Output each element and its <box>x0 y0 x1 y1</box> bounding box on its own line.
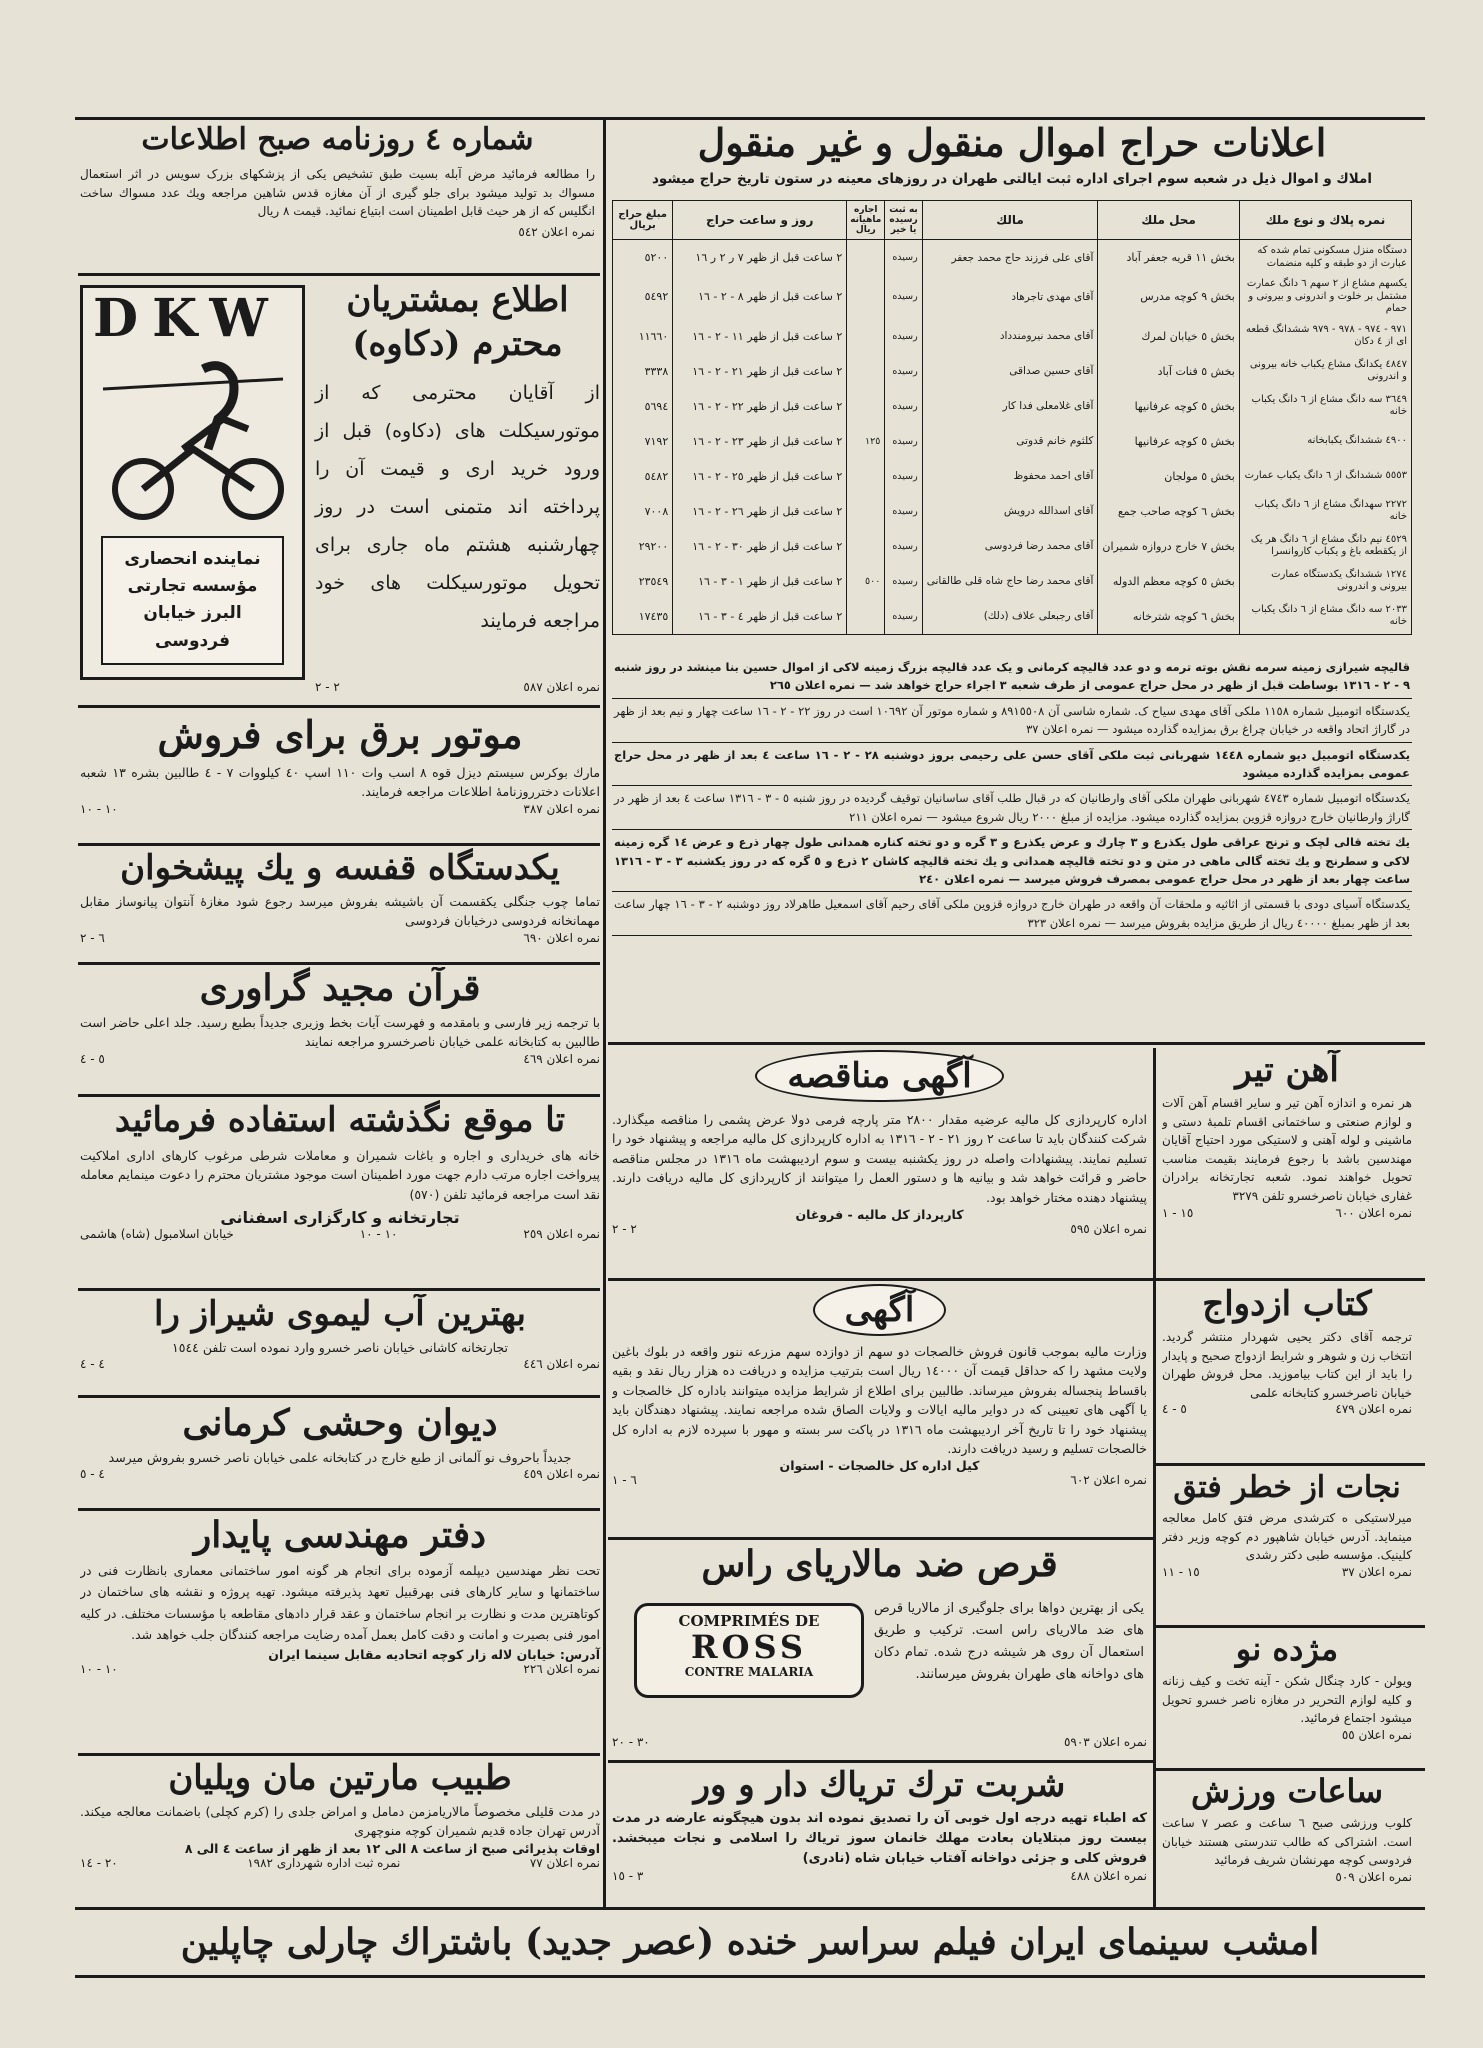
column-rule-right <box>1153 1048 1156 1908</box>
auction-cell: ٢٣٥٤٩ <box>613 564 673 599</box>
auction-col-header: مبلغ حراج بریال <box>613 201 673 240</box>
auction-cell: ٢٩٢٠٠ <box>613 529 673 564</box>
tender-body: اداره کارپردازی کل مالیه عرضیه مقدار ٢٨٠٠ متر پارچه فرمی دولا عرض پشمی را مناقصه میگذارد. شرکت کنندگان باید تا ساعت ٢ روز ٢١ - ٢ - ١٣١٦ به اداره کارپردازی کل مالیه مراجعه و پیشنهاد خود را تسلیم نمایند. پیشنهادات واصله در روز یکشنبه بیست و سوم اردیبهشت ماه ١٣١٦ در مجلس مناقصه حاضر و قرائت خواهد شد و بیانیه ها و دستور العمل را میتوانند از کارپردازی کل مالیه دریافت دارند. پیشنهاد دهنده مختار خواهد بود. <box>612 1112 1147 1205</box>
auction-cell: رسیده <box>885 529 922 564</box>
notice-sign: کیل اداره کل خالصجات - استوان <box>779 1458 980 1474</box>
auction-cell: ٤٩٠٠ ششدانگ یکبابخانه <box>1239 424 1411 459</box>
auction-cell: رسیده <box>885 599 922 635</box>
auction-cell <box>847 319 885 354</box>
iron-code: ١٥ - ١ <box>1162 1205 1194 1220</box>
auction-cell: ٢ ساعت قبل از ظهر ٢٥ - ٢ - ١٦ <box>673 459 847 494</box>
auction-cell <box>847 240 885 276</box>
auction-col-header: محل ملك <box>1098 201 1239 240</box>
divider <box>75 1907 1425 1910</box>
mozhdeh-num: نمره اعلان ٥٥ <box>1341 1727 1412 1742</box>
auction-table-wrap <box>612 200 1412 655</box>
auction-note: یکدستگاه آسیای دودی با قسمتی از اثاثیه و ملحقات آن واقعه در طهران خارج دروازه قزوین ملکی آقای رحیم آقای اسمعیل طاهرلاد روز دوشنبه ٢ - ٣ - ١٦ چهار ساعت بعد از ظهر بمبلغ ٤٠٠٠٠ ریال از طریق مزایده بفروش میرسد — نمره اعلان ٣٢٣ <box>612 892 1412 936</box>
mozhdeh-body: ویولن - کارد چنگال شکن - آینه تخت و کیف زنانه و کلیه لوازم التحریر در مغازه ناصر خسرو تحویل میشود اجتماع فرمائید. <box>1162 1674 1412 1726</box>
dkw-logo-box <box>80 285 305 680</box>
notice-num: نمره اعلان ٦٠٢ <box>1070 1473 1147 1488</box>
kaveh-body: از آقایان محترمی که از موتورسیکلت های (دکاوه) قبل از ورود خرید اری و قیمت آن را پرداخته اند متمنی است در روز چهارشنبه هشتم ماه جاری برای تحویل موتورسیکلت های خود مراجعه فرمایند <box>315 382 600 632</box>
auction-cell: ٢ ساعت قبل از ظهر ٧ ر ٢ ر ١٦ <box>673 240 847 276</box>
notice-body: وزارت مالیه بموجب قانون فروش خالصجات دو سهم از دوازده سهم مزرعه ننور واقعه در بلوك باغین ولایت مشهد را که حداقل قیمت آن ١٤٠٠٠ ریال است بترتیب مزایده و دریافت ده هزار ریال نقد و بقیه باقساط پنجساله بفروش میرساند. طالبین برای اطلاع از شرایط مزایده میتوانند باداره کل خالصجات و یا آگهی های تعیینی که در دوایر مالیه ایالات و ولایات الصاق شده مراجعه نمایند. پیشنهاد دهندگان باید پیشنهاد خود را تا تاریخ آخر اردیبهشت ماه ١٣١٦ در پاکت سر بسته و مهور با سپرده لازم به اداره کل خالصجات تسلیم و رسید دریافت دارند. <box>612 1344 1147 1456</box>
motor-ad <box>80 712 600 842</box>
header-notice-title: شماره ٤ روزنامه صبح اطلاعات <box>141 122 534 157</box>
doctor-code: ٢٠ - ١٤ <box>80 1855 118 1870</box>
iron-body: هر نمره و اندازه آهن تیر و سایر اقسام آهن آلات و لوازم صنعتی و ساختمانی اقسام تلمبهٔ دستی و ماشینی و لوله آهنی و لاستیکی مورد احتیاج آقایان مهندسین باشد با رجوع فرمایند بقیمت مناسب تحویل خواهند نمود. شعبه تجارتخانه برادران غفاری خیابان ناصرخسرو تلفن ٣٢٧٩ <box>1162 1096 1412 1203</box>
tender-ad <box>612 1050 1147 1275</box>
auction-row <box>613 275 1412 319</box>
auction-cell: ١١٦٦٠ <box>613 319 673 354</box>
auction-cell: ٢ ساعت قبل از ظهر ١ - ٣ - ١٦ <box>673 564 847 599</box>
tender-num: نمره اعلان ٥٩٥ <box>1070 1221 1147 1236</box>
auction-cell: رسیده <box>885 319 922 354</box>
auction-cell: ٣٦٤٩ سه دانگ مشاع از ٦ دانگ یکباب خانه <box>1239 389 1411 424</box>
auction-col-header: مالك <box>922 201 1098 240</box>
auction-cell: ٥٥٥٣ ششدانگ از ٦ دانگ یکباب عمارت <box>1239 459 1411 494</box>
iron-ad <box>1162 1050 1412 1275</box>
sport-title: ساعات ورزش <box>1190 1772 1384 1810</box>
auction-col-header: به ثبت رسیده یا خیر <box>885 201 922 240</box>
divider <box>75 1975 1425 1978</box>
tender-sign: کارپرداز کل مالیه - فروغان <box>795 1206 964 1222</box>
lemon-body: تجارتخانه کاشانی خیابان ناصر خسرو وارد نموده است تلفن ١٥٤٤ <box>172 1340 508 1355</box>
auction-cell: ٥٤٨٢ <box>613 459 673 494</box>
eng-address: آدرس: خیابان لاله زار کوچه اتحادیه مقابل سینما ایران <box>268 1647 600 1662</box>
auction-cell: آقای احمد محفوظ <box>922 459 1098 494</box>
divan-num: نمره اعلان ٤٥٩ <box>523 1467 600 1482</box>
auction-cell: آقای غلامعلی فدا کار <box>922 389 1098 424</box>
auction-cell: بخش ٥ کوچه معظم الدوله <box>1098 564 1239 599</box>
auction-cell <box>847 494 885 529</box>
motorcycle-rider-icon <box>83 349 302 524</box>
doctor-reg: نمره ثبت اداره شهرداری ١٩٨٢ <box>247 1855 401 1870</box>
marriage-body: ترجمه آقای دکتر یحیی شهردار منتشر گردید. انتخاب زن و شوهر و شرایط ازدواج صحیح و پایدار را باید از این کتاب بیاموزید. محل فروش طهران خیابان ناصرخسرو کتابخانه علمی <box>1162 1330 1412 1400</box>
auction-cell <box>847 529 885 564</box>
eng-num: نمره اعلان ٢٢٦ <box>523 1662 600 1676</box>
cage-body: تماما چوب جنگلی یکقسمت آن باشیشه بفروش میرسد رجوع شود مغازهٔ آنتوان پیانوساز مقابل مهمانخانه فردوسی درخیابان فردوسی <box>80 894 600 929</box>
doctor-hours: اوقات پذیرائی صبح از ساعت ٨ الی ١٢ بعد از ظهر از ساعت ٤ الی ٨ <box>184 1840 600 1856</box>
notice-title: آگهی <box>813 1284 947 1336</box>
auction-cell <box>847 459 885 494</box>
doctor-num: نمره اعلان ٧٧ <box>529 1855 600 1870</box>
auction-cell: بخش ٥ مولجان <box>1098 459 1239 494</box>
auction-cell <box>847 389 885 424</box>
divider <box>78 1288 600 1291</box>
engineering-ad <box>80 1514 600 1749</box>
auction-cell: ٢ ساعت قبل از ظهر ٤ - ٣ - ١٦ <box>673 599 847 635</box>
auction-subtitle: املاك و اموال ذیل در شعبه سوم اجرای اداره ثبت ایالتی طهران در روزهای معینه در ستون تاریخ حراج میشود <box>651 171 1373 187</box>
divider <box>1156 1278 1425 1281</box>
malaria-body: یکی از بهترین دواها برای جلوگیری از مالاریا قرص های ضد مالاریای راس است. ترکیب و طریق استعمال آن روی هر شیشه درج شده. تمام دکان های دواخانه های طهران بفروش میرسانند. <box>874 1601 1144 1683</box>
auction-cell: ٥٢٠٠ <box>613 240 673 276</box>
auction-cell: بخش ٥ کوچه عرفانیها <box>1098 424 1239 459</box>
tender-title: آگهی مناقصه <box>755 1050 1003 1102</box>
auction-col-header: روز و ساعت حراج <box>673 201 847 240</box>
auction-cell: بخش ١١ قریه جعفر آباد <box>1098 240 1239 276</box>
motor-title: موتور برق برای فروش <box>157 712 523 757</box>
auction-row <box>613 354 1412 389</box>
divider <box>608 1042 1425 1045</box>
ross-pill-box <box>634 1603 864 1698</box>
auction-note: یکدستگاه اتومبیل شماره ٤٧٤٣ شهربانی طهران ملکی آقای وارطانیان که در قبال طلب آقای ساسانیان توقیف گردیده در روز شنبه ٥ - ٣ - ١٣١٦ ساعت ٤ بعد از ظهر در گاراژ وارطانیان خارج دروازه قزوین بمزایده گذارده میشود. مزایده از مبلغ ٢٠٠٠ ریال شروع میشود — نمره اعلان ٢١١ <box>612 786 1412 830</box>
auction-cell: ١٢٥ <box>847 424 885 459</box>
auction-cell <box>847 599 885 635</box>
auction-cell: رسیده <box>885 459 922 494</box>
auction-cell: آقای حسین صداقی <box>922 354 1098 389</box>
divan-body: جدیداً باحروف نو آلمانی از طبع خارج در کتابخانه علمی خیابان ناصر خسرو بفروش میرسد <box>108 1450 572 1465</box>
auction-cell: ٥٠٠ <box>847 564 885 599</box>
divan-code: ٤ - ٥ <box>80 1467 105 1482</box>
cinema-banner: امشب سینمای ایران فیلم سراسر خنده (عصر جدید) باشتراك چارلی چاپلین <box>180 1921 1320 1963</box>
cage-code: ٦ - ٢ <box>80 930 105 945</box>
auction-row <box>613 494 1412 529</box>
land-body: خانه های خریداری و اجاره و باغات شمیران و معاملات شرطی مرغوب کارهای اداری املاکیت پیرواخت اجاره مرتب دارم جهت مورد اطمینان است موجود مشتریان محترم را دعوت مینمایم معامله نقد است مراجعه فرمائید تلفن (٥٧٠) <box>80 1148 600 1202</box>
auction-notes <box>612 655 1412 1040</box>
cage-ad <box>80 848 600 960</box>
auction-table <box>612 200 1412 635</box>
divider <box>608 1278 1155 1281</box>
auction-cell <box>847 354 885 389</box>
marriage-num: نمره اعلان ٤٧٩ <box>1335 1402 1412 1417</box>
divider <box>78 962 600 965</box>
auction-cell: آقای محمد رضا حاج شاه قلی طالقانی <box>922 564 1098 599</box>
kaveh-title-2: محترم (دکاوه) <box>352 324 563 364</box>
auction-cell: آقای محمد رضا فردوسی <box>922 529 1098 564</box>
marriage-ad <box>1162 1284 1412 1464</box>
divider <box>608 1537 1155 1540</box>
marriage-title: کتاب ازدواج <box>1202 1284 1372 1324</box>
auction-cell: کلثوم خانم قدوتی <box>922 424 1098 459</box>
auction-cell: رسیده <box>885 494 922 529</box>
malaria-ad <box>612 1543 1147 1758</box>
auction-note: یکدستگاه اتومبیل دیو شماره ١٤٤٨ شهربانی ثبت ملکی آقای حسن علی رحیمی بروز دوشنبه ٢٨ - ٢ - ١٦ ساعت ٤ بعد از ظهر در محل حراج عمومی بمزایده گذارده میشود <box>612 743 1412 787</box>
quran-code: ٥ - ٤ <box>80 1051 105 1066</box>
column-rule-center <box>603 117 606 1907</box>
fatgh-body: میرلاستیکی ه کترشدی مرض فتق کامل معالجه مینماید. آدرس خیابان شاهپور دم کوچه وزیر دفتر کلینیک. مؤسسه طبی دکتر رشدی <box>1162 1511 1412 1563</box>
auction-cell: ١٧٤٣٥ <box>613 599 673 635</box>
auction-cell: بخش ٦ کوچه شترخانه <box>1098 599 1239 635</box>
divider <box>78 1094 600 1097</box>
auction-cell: ٤٥٢٩ نیم دانگ مشاع از ٦ دانگ هر یک از یکقطعه باغ و یکباب کاروانسرا <box>1239 529 1411 564</box>
syrup-code: ٣ - ١٥ <box>612 1869 644 1884</box>
auction-cell: بخش ٩ کوچه مدرس <box>1098 275 1239 319</box>
quran-body: با ترجمه زیر فارسی و بامقدمه و فهرست آیات بخط وزیری جدیداً بطبع رسید. جلد اعلی حاضر است طالبین به کتابخانه علمی خیابان ناصرخسرو مراجعه نمایند <box>80 1015 600 1050</box>
auction-cell: ٩٧١ - ٩٧٤ - ٩٧٨ - ٩٧٩ ششدانگ قطعه ای از ٤ دکان <box>1239 319 1411 354</box>
eng-body: تحت نظر مهندسین دیپلمه آزموده برای انجام هر گونه امور ساختمانی معماری بانظارت فنی در ساختمانها و سایر کارهای فنی بهرقبیل تعهد پذیرفته میشود. تهیه پروژه و نقشه های ساختمان در کوتاهترین مدت و نظارت بر انجام ساختمان و عقد قرار دادهای مقاطعه با مؤسسات مختلف. در کلیه امور فنی بصیرت و امانت و دقت کامل بعمل آمده رضایت مراجعه کنندگان جلب خواهد شد. <box>80 1563 600 1642</box>
syrup-num: نمره اعلان ٤٨٨ <box>1070 1869 1147 1884</box>
auction-cell: آقای مهدی تاجرهاد <box>922 275 1098 319</box>
auction-cell: ٢ ساعت قبل از ظهر ٢٣ - ٢ - ١٦ <box>673 424 847 459</box>
syrup-title: شربت ترك تریاك دار و ور <box>693 1765 1066 1805</box>
auction-note: قالیچه شیرازی زمینه سرمه نقش بوته ترمه و دو عدد قالیچه کرمانی و یک عدد قالیچه بزرگ زمینه لاکی از اموال حسین بنا مینشد در روز شنبه ٩ - ٢ - ١٣١٦ بوساطت قبل از ظهر در محل حراج عمومی از طرف شعبه ٣ اجراء حراج خواهد شد — نمره اعلان ٢٦٥ <box>612 655 1412 699</box>
auction-cell: بخش ٥ فنات آباد <box>1098 354 1239 389</box>
auction-cell: ٧٠٠٨ <box>613 494 673 529</box>
divider <box>78 843 600 846</box>
auction-row <box>613 319 1412 354</box>
auction-cell: ٢ ساعت قبل از ظهر ٨ - ٢ - ١٦ <box>673 275 847 319</box>
eng-title: دفتر مهندسی پایدار <box>193 1514 487 1556</box>
cage-title: یکدستگاه قفسه و یك پیشخوان <box>120 848 560 888</box>
auction-cell: ٢ ساعت قبل از ظهر ٢٢ - ٢ - ١٦ <box>673 389 847 424</box>
quran-title: قرآن مجید گراوری <box>199 967 481 1009</box>
land-ad <box>80 1100 600 1285</box>
ross-label-main: ROSS <box>691 1628 807 1666</box>
doctor-body: در مدت قلیلی مخصوصاً مالاریامزمن دمامل و امراض جلدی را (کرم کچلی) باضمانت معالجه میکند. آدرس تهران جاده قدیم شمیران کوچه منوچهری <box>80 1804 600 1839</box>
tender-code: ٢ - ٢ <box>612 1221 637 1236</box>
auction-note: یکدستگاه اتومبیل شماره ١١٥٨ ملکی آقای مهدی سیاح ک. شماره شاسی آن ٨٩١٥٥٠٨ و شماره موتور آن ١٠٦٩٢ است در روز ٢٢ - ٢ - ١٦ ساعت چهار و نیم بعد از ظهر در گاراژ اتحاد واقعه در خیابان چراغ برق بمزایده گذارده میشود — نمره اعلان ٣٧ <box>612 699 1412 743</box>
land-address: خیابان اسلامبول (شاه) هاشمی <box>80 1227 234 1242</box>
auction-header <box>612 120 1412 200</box>
quran-ad <box>80 967 600 1092</box>
lemon-title: بهترین آب لیموی شیراز را <box>154 1294 526 1334</box>
auction-title: اعلانات حراج اموال منقول و غیر منقول <box>697 120 1327 165</box>
header-notice <box>80 122 595 272</box>
motor-code: ١٠ - ١٠ <box>80 801 118 816</box>
auction-cell: ٥٤٩٢ <box>613 275 673 319</box>
auction-cell: رسیده <box>885 275 922 319</box>
auction-row <box>613 599 1412 635</box>
malaria-title: قرص ضد مالاریای راس <box>701 1543 1058 1585</box>
auction-cell: بخش ٦ کوچه صاحب جمع <box>1098 494 1239 529</box>
header-notice-num: نمره اعلان ٥٤٢ <box>518 224 595 239</box>
auction-cell: رسیده <box>885 389 922 424</box>
quran-num: نمره اعلان ٤٦٩ <box>523 1051 600 1066</box>
auction-cell: ٤٨٤٧ یکدانگ مشاع یکباب خانه بیرونی و اندرونی <box>1239 354 1411 389</box>
eng-code: ١٠ - ١٠ <box>80 1662 118 1676</box>
land-firm: تجارتخانه و کارگزاری اسفنانی <box>220 1208 460 1228</box>
divan-title: دیوان وحشی کرمانی <box>182 1402 498 1444</box>
divider <box>78 1508 600 1511</box>
divider <box>78 1753 600 1756</box>
fatgh-num: نمره اعلان ٣٧ <box>1341 1564 1412 1579</box>
lemon-num: نمره اعلان ٤٤٦ <box>523 1357 600 1372</box>
syrup-body: که اطباء تهیه درجه اول خوبی آن را تصدیق نموده اند بدون هیچگونه عارضه در مدت بیست روز مبتلایان بعادت مهلك خانمان سوز تریاك را اسلامی و نجات میبخشد. فروش کلی و جزئی دواخانه آفتاب خیابان شاه (نادری) <box>612 1811 1147 1867</box>
land-num: نمره اعلان ٢٥٩ <box>523 1227 600 1242</box>
malaria-num: نمره اعلان ٥٩٠٣ <box>1063 1735 1147 1749</box>
malaria-code: ٣٠ - ٢٠ <box>612 1735 650 1749</box>
kaveh-num: نمره اعلان ٥٨٧ <box>523 680 600 694</box>
auction-col-header: اجاره ماهیانه ریال <box>847 201 885 240</box>
auction-cell: ٢٠٣٣ سه دانگ مشاع از ٦ دانگ یکباب خانه <box>1239 599 1411 635</box>
kaveh-ad <box>80 280 600 705</box>
auction-cell: رسیده <box>885 240 922 276</box>
auction-row <box>613 424 1412 459</box>
lemon-code: ٤ - ٤ <box>80 1357 105 1372</box>
auction-cell: آقای محمد نیرومندداد <box>922 319 1098 354</box>
auction-cell: ٢ ساعت قبل از ظهر ٢١ - ٢ - ١٦ <box>673 354 847 389</box>
fatgh-code: ١٥ - ١١ <box>1162 1564 1200 1579</box>
auction-cell: یکسهم مشاع از ٢ سهم ٦ دانگ عمارت مشتمل بر خلوت و اندرونی و بیرونی و حمام <box>1239 275 1411 319</box>
auction-cell: ٢ ساعت قبل از ظهر ١١ - ٢ - ١٦ <box>673 319 847 354</box>
divider <box>78 1395 600 1398</box>
auction-note: یك تخته قالی لچک و ترنج عراقی طول یکذرع و ٣ چارك و عرض یکذرع و ٣ گره و دو تخته کناره همدانی طول چهار ذرع و عرض ١٤ گره زمینه لاکی و سطرنج و یك تخته گالی ماهی در متن و دو تخته قالیچه همدانی و یك تخته قالیچه کاشان ٢ ذرع و ٥ گره که در روز یکشنبه ٣ - ٣ - ١٣١٦ ساعت چهار بعد از ظهر در محل حراج عمومی بمصرف فروش میرسد — نمره اعلان ٢٤٠ <box>612 830 1412 892</box>
land-code: ١٠ - ١٠ <box>359 1227 398 1242</box>
auction-cell: دستگاه منزل مسکونی تمام شده که عبارت از دو طبقه و کلیه منضمات <box>1239 240 1411 276</box>
auction-cell: آقای رجبعلی علاف (دلك) <box>922 599 1098 635</box>
ross-label-top: COMPRIMÉS DE <box>678 1612 820 1630</box>
fatgh-title: نجات از خطر فتق <box>1173 1470 1401 1505</box>
divider <box>1156 1768 1425 1771</box>
auction-cell: آقای علی فرزند حاج محمد جعفر <box>922 240 1098 276</box>
kaveh-code: ٢ - ٢ <box>315 680 340 694</box>
mozhdeh-title: مژده نو <box>1235 1630 1339 1668</box>
kaveh-title-1: اطلاع بمشتریان <box>346 280 569 320</box>
auction-col-header: نمره پلاك و نوع ملك <box>1239 201 1411 240</box>
land-title: تا موقع نگذشته استفاده فرمائید <box>114 1100 566 1140</box>
syrup-ad <box>612 1765 1147 1905</box>
auction-cell: ٥٦٩٤ <box>613 389 673 424</box>
auction-cell: ٢ ساعت قبل از ظهر ٣٠ - ٢ - ١٦ <box>673 529 847 564</box>
dkw-agent-box: نماینده انحصاری مؤسسه تجارتی البرز خیابان فردوسی <box>101 536 284 665</box>
marriage-code: ٥ - ٤ <box>1162 1402 1187 1417</box>
sport-ad <box>1162 1772 1412 1907</box>
divider <box>1156 1463 1425 1466</box>
auction-cell: بخش ٥ کوچه عرفانیها <box>1098 389 1239 424</box>
auction-cell: ٢ ساعت قبل از ظهر ٢٦ - ٢ - ١٦ <box>673 494 847 529</box>
auction-row <box>613 564 1412 599</box>
lemon-ad <box>80 1294 600 1392</box>
auction-cell <box>847 275 885 319</box>
auction-cell: رسیده <box>885 564 922 599</box>
auction-cell: ١٢٧٤ ششدانگ یکدستگاه عمارت بیرونی و اندرونی <box>1239 564 1411 599</box>
divan-ad <box>80 1402 600 1502</box>
divider <box>78 273 600 276</box>
cage-num: نمره اعلان ٦٩٠ <box>523 930 600 945</box>
header-notice-body: را مطالعه فرمائید مرض آبله بسیت طبق تشخیص یکی از پزشکهای بزرک سویس در اثر استعمال مسواك بد تولید میشود برای جلو گیری از آن مغازه قدس شاهین مراجعه ویك عدد مسواك ساخت انگلیس که از هر حیث قابل اطمینان است ابتیاع نمائید. قیمت ۸ ریال <box>80 167 595 219</box>
motor-num: نمره اعلان ٣٨٧ <box>523 801 600 816</box>
ross-label-bottom: CONTRE MALARIA <box>684 1665 814 1680</box>
auction-row <box>613 389 1412 424</box>
auction-cell: آقای اسدالله درویش <box>922 494 1098 529</box>
auction-cell: رسیده <box>885 354 922 389</box>
iron-title: آهن تیر <box>1235 1050 1339 1090</box>
divider <box>608 1760 1155 1763</box>
notice-ad <box>612 1284 1147 1534</box>
auction-row <box>613 529 1412 564</box>
auction-header-row <box>613 201 1412 240</box>
auction-cell: ٣٣٣٨ <box>613 354 673 389</box>
fatgh-ad <box>1162 1470 1412 1620</box>
iron-num: نمره اعلان ٦٠٠ <box>1335 1205 1412 1220</box>
sport-body: کلوب ورزشی صبح ٦ ساعت و عصر ٧ ساعت است. اشتراکی که طالب تندرستی هستند خیابان فردوسی کوچه مهرنشان شریف فرمائید <box>1162 1816 1412 1868</box>
auction-row <box>613 240 1412 276</box>
notice-code: ٦ - ١ <box>612 1473 637 1488</box>
auction-row <box>613 459 1412 494</box>
auction-cell: ٢٢٧٢ سهدانگ مشاع از ٦ دانگ یکباب خانه <box>1239 494 1411 529</box>
sport-num: نمره اعلان ٥٠٩ <box>1335 1869 1412 1884</box>
divider <box>78 705 600 708</box>
doctor-title: طبیب مارتین مان ویلیان <box>168 1758 512 1798</box>
auction-cell: بخش ٥ خیابان لمرك <box>1098 319 1239 354</box>
dkw-logo: DKW <box>93 288 282 349</box>
auction-cell: بخش ٧ خارج دروازه شمیران <box>1098 529 1239 564</box>
divider <box>1156 1625 1425 1628</box>
auction-cell: ٧١٩٢ <box>613 424 673 459</box>
motor-body: مارك بوکرس سیستم دیزل قوه ۸ اسب وات ١١٠ اسپ ٤٠ کیلووات ۷ - ٤ طالبین بشره ١٣ شعبه اعلانات دخترروزنامهٔ اطلاعات مراجعه فرمایند. <box>80 765 600 800</box>
doctor-ad <box>80 1758 600 1908</box>
mozhdeh-ad <box>1162 1630 1412 1765</box>
auction-cell: رسیده <box>885 424 922 459</box>
